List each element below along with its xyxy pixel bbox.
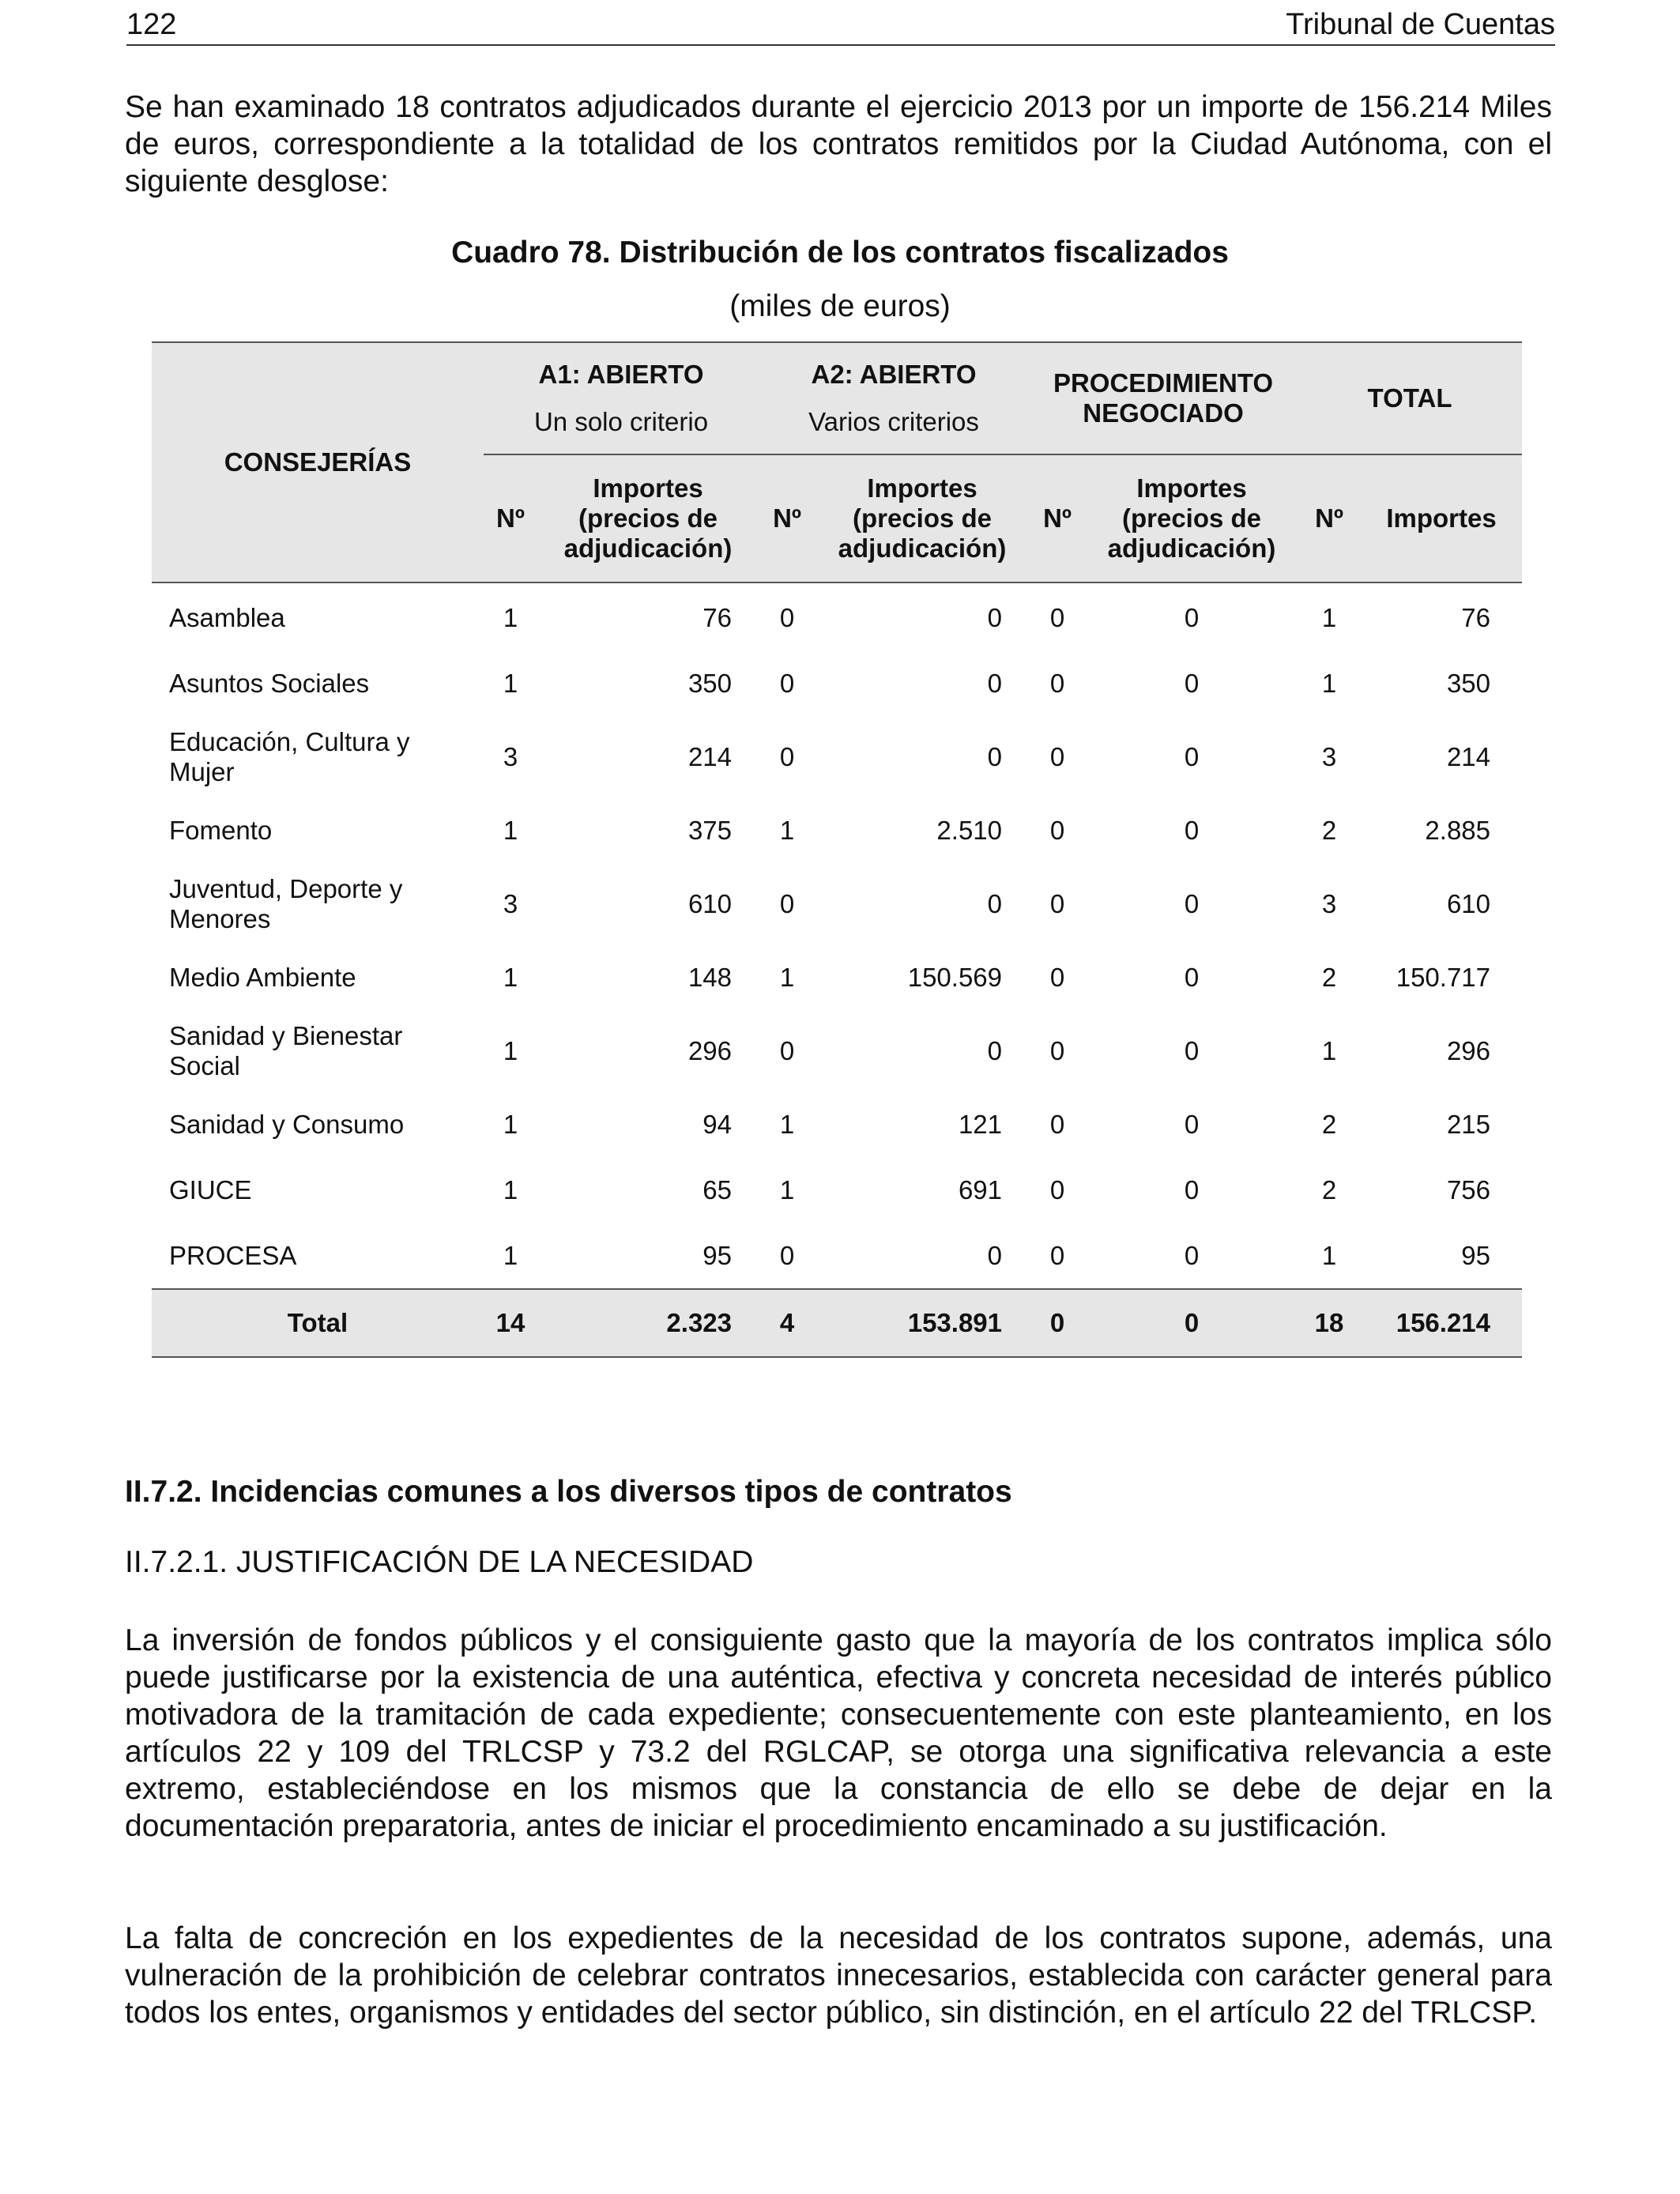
row-name-line1: Juventud, Deporte y [169, 873, 403, 903]
total-neg-num: 0 [1029, 1289, 1086, 1357]
header-negociado [1029, 342, 1298, 454]
cell-neg-num: 0 [1049, 962, 1065, 992]
cell-neg-num: 0 [1049, 815, 1065, 845]
cell-a1-num: 1 [503, 602, 518, 632]
row-name: Asamblea [169, 602, 285, 632]
cell-neg-importe: 0 [1184, 1035, 1200, 1065]
body-paragraph-1: La inversión de fondos públicos y el consiguiente gasto que la mayoría de los contratos implica sólo puede justificarse por la existencia de una auténtica, efectiva y concreta necesidad de interés público motivadora de la tramitación de cada expediente; consecuentemente con este planteamiento, en los artículos 22 y 109 del TRLCSP y 73.2 del RGLCAP, se otorga una significativa relevancia a este extremo, estableciéndose en los mismos que la constancia de ello se debe de dejar en la documentación preparatoria, antes de iniciar el procedimiento encaminado a su justificación. [125, 1623, 1552, 1843]
row-name-line2: Menores [169, 903, 271, 933]
cell-total-importe: 296 [1446, 1035, 1491, 1065]
cell-neg-num: 0 [1049, 1240, 1065, 1270]
cell-a1-importe: 350 [687, 668, 733, 698]
row-name-line1: Educación, Cultura y [169, 726, 410, 756]
header-neg-importes [1086, 454, 1298, 582]
cell-neg-importe: 0 [1184, 668, 1200, 698]
subsection-title: II.7.2.1. JUSTIFICACIÓN DE LA NECESIDAD [125, 1545, 754, 1579]
header-importes-line2: (precios de [852, 503, 993, 533]
total-a2-importe: 153.891 [816, 1289, 1029, 1357]
cell-a2-importe: 0 [987, 1035, 1003, 1065]
cell-neg-importe: 0 [1184, 741, 1200, 771]
cell-a1-num: 3 [503, 741, 518, 771]
cell-total-importe: 214 [1446, 741, 1491, 771]
header-a1-importes [537, 454, 759, 582]
cell-total-num: 2 [1321, 962, 1337, 992]
cell-a1-num: 1 [503, 962, 518, 992]
cell-total-importe: 76 [1461, 602, 1491, 632]
row-name [152, 716, 484, 797]
cell-a2-num: 0 [779, 602, 795, 632]
running-title: Tribunal de Cuentas [1286, 8, 1555, 41]
cell-a1-importe: 610 [687, 888, 733, 918]
page-header [126, 5, 1555, 46]
contracts-table [152, 341, 1522, 1358]
cell-total-importe: 150.717 [1396, 962, 1491, 992]
row-name [152, 863, 484, 944]
cell-a2-num: 0 [779, 888, 795, 918]
cell-a2-num: 1 [779, 962, 795, 992]
cell-total-importe: 756 [1446, 1174, 1491, 1204]
total-neg-importe: 0 [1086, 1289, 1298, 1357]
cell-total-num: 2 [1321, 1174, 1337, 1204]
row-name: Medio Ambiente [169, 962, 356, 992]
intro-paragraph: Se han examinado 18 contratos adjudicados durante el ejercicio 2013 por un importe de 156.214 Miles de euros, correspondiente a la totalidad de los contratos remitidos por la Ciudad Autónoma, con el siguiente desglose: [125, 90, 1552, 198]
cell-neg-importe: 0 [1184, 1240, 1200, 1270]
header-a2 [759, 342, 1029, 454]
cell-total-importe: 2.885 [1425, 815, 1491, 845]
header-a2-line2: Varios criterios [808, 407, 979, 436]
cell-neg-num: 0 [1049, 741, 1065, 771]
table-header-row [152, 342, 1522, 454]
table-total-row [152, 1289, 1522, 1357]
cell-total-importe: 215 [1446, 1109, 1491, 1139]
cell-total-num: 1 [1321, 602, 1337, 632]
table-row [152, 650, 1522, 716]
total-a1-num: 14 [484, 1289, 537, 1357]
header-total: TOTAL [1298, 342, 1522, 454]
cell-a1-num: 1 [503, 815, 518, 845]
header-importes-line3: adjudicación) [1107, 533, 1276, 563]
cell-a2-num: 0 [779, 741, 795, 771]
total-a2-num: 4 [759, 1289, 816, 1357]
header-negociado-line2: NEGOCIADO [1083, 398, 1244, 428]
row-name: Asuntos Sociales [169, 668, 370, 698]
cell-a2-importe: 2.510 [936, 815, 1003, 845]
cell-a2-num: 1 [779, 815, 795, 845]
cell-a1-num: 1 [503, 668, 518, 698]
cell-total-num: 1 [1321, 1240, 1337, 1270]
cell-a2-importe: 0 [987, 741, 1003, 771]
cell-neg-importe: 0 [1184, 888, 1200, 918]
cell-a1-importe: 94 [703, 1109, 733, 1139]
header-importes-line3: adjudicación) [838, 533, 1007, 563]
cell-total-importe: 610 [1446, 888, 1491, 918]
cell-a2-importe: 121 [958, 1109, 1003, 1139]
cell-a2-num: 0 [779, 668, 795, 698]
cell-neg-importe: 0 [1184, 1174, 1200, 1204]
header-a1-line1: A1: ABIERTO [538, 360, 704, 389]
cell-a1-num: 1 [503, 1174, 518, 1204]
total-label: Total [152, 1289, 484, 1357]
cell-neg-num: 0 [1049, 888, 1065, 918]
header-negociado-line1: PROCEDIMIENTO [1053, 368, 1274, 398]
cell-a1-importe: 375 [687, 815, 733, 845]
cell-a2-importe: 691 [958, 1174, 1003, 1204]
cell-neg-num: 0 [1049, 602, 1065, 632]
cell-a1-num: 1 [503, 1109, 518, 1139]
header-consejerias: CONSEJERÍAS [152, 342, 484, 582]
cell-neg-num: 0 [1049, 1035, 1065, 1065]
cell-neg-num: 0 [1049, 668, 1065, 698]
cell-a1-importe: 214 [687, 741, 733, 771]
row-name: PROCESA [169, 1240, 297, 1270]
cell-neg-importe: 0 [1184, 602, 1200, 632]
cell-total-importe: 350 [1446, 668, 1491, 698]
total-total-num: 18 [1298, 1289, 1361, 1357]
header-a2-importes [816, 454, 1029, 582]
cell-a2-num: 0 [779, 1035, 795, 1065]
row-name-line2: Social [169, 1050, 240, 1080]
cell-a2-num: 1 [779, 1109, 795, 1139]
table-unit: (miles de euros) [729, 289, 951, 323]
cell-total-num: 1 [1321, 1035, 1337, 1065]
table-row [152, 582, 1522, 650]
cell-total-num: 3 [1321, 888, 1337, 918]
header-total-num: Nº [1298, 454, 1361, 582]
cell-a2-importe: 0 [987, 668, 1003, 698]
row-name-line1: Sanidad y Bienestar [169, 1020, 403, 1050]
table-row [152, 1157, 1522, 1223]
header-a1-line2: Un solo criterio [533, 407, 709, 436]
cell-total-num: 2 [1321, 815, 1337, 845]
header-importes-line1: Importes [1136, 473, 1247, 503]
cell-neg-num: 0 [1049, 1109, 1065, 1139]
cell-total-num: 1 [1321, 668, 1337, 698]
cell-total-importe: 95 [1461, 1240, 1491, 1270]
cell-a1-num: 3 [503, 888, 518, 918]
table-row [152, 863, 1522, 944]
cell-a1-importe: 296 [687, 1035, 733, 1065]
cell-neg-importe: 0 [1184, 962, 1200, 992]
header-importes-line3: adjudicación) [563, 533, 733, 563]
page-number: 122 [126, 8, 177, 41]
cell-a2-importe: 0 [987, 602, 1003, 632]
row-name: Sanidad y Consumo [169, 1109, 405, 1139]
total-a1-importe: 2.323 [537, 1289, 759, 1357]
table-row [152, 1223, 1522, 1289]
cell-a1-importe: 148 [687, 962, 733, 992]
cell-a2-num: 1 [779, 1174, 795, 1204]
cell-a2-importe: 0 [987, 888, 1003, 918]
table-row [152, 797, 1522, 863]
cell-neg-num: 0 [1049, 1174, 1065, 1204]
cell-a1-num: 1 [503, 1035, 518, 1065]
table-row [152, 1091, 1522, 1157]
cell-a1-importe: 76 [703, 602, 733, 632]
table-row [152, 1010, 1522, 1091]
cell-neg-importe: 0 [1184, 815, 1200, 845]
table-row [152, 716, 1522, 797]
row-name-line2: Mujer [169, 756, 235, 786]
cell-neg-importe: 0 [1184, 1109, 1200, 1139]
table-title: Cuadro 78. Distribución de los contratos fiscalizados [451, 236, 1229, 270]
header-total-importes: Importes [1361, 454, 1522, 582]
row-name: GIUCE [169, 1174, 252, 1204]
total-total-importe: 156.214 [1361, 1289, 1522, 1357]
header-a1 [484, 342, 759, 454]
cell-a2-importe: 150.569 [907, 962, 1003, 992]
cell-total-num: 3 [1321, 741, 1337, 771]
cell-total-num: 2 [1321, 1109, 1337, 1139]
header-a2-num: Nº [759, 454, 816, 582]
cell-a1-importe: 65 [703, 1174, 733, 1204]
table-row [152, 944, 1522, 1010]
cell-a2-num: 0 [779, 1240, 795, 1270]
header-a2-line1: A2: ABIERTO [811, 360, 977, 389]
header-importes-line1: Importes [867, 473, 977, 503]
header-importes-line2: (precios de [1121, 503, 1262, 533]
cell-a2-importe: 0 [987, 1240, 1003, 1270]
header-importes-line1: Importes [593, 473, 703, 503]
row-name: Fomento [169, 815, 273, 845]
body-paragraph-2: La falta de concreción en los expedientes de la necesidad de los contratos supone, además, una vulneración de la prohibición de celebrar contratos innecesarios, establecida con carácter general para todos los entes, organismos y entidades del sector público, sin distinción, en el artículo 22 del TRLCSP. [125, 1921, 1552, 2030]
header-neg-num: Nº [1029, 454, 1086, 582]
cell-a1-num: 1 [503, 1240, 518, 1270]
header-importes-line2: (precios de [578, 503, 718, 533]
cell-a1-importe: 95 [703, 1240, 733, 1270]
row-name [152, 1010, 484, 1091]
header-a1-num: Nº [484, 454, 537, 582]
section-title: II.7.2. Incidencias comunes a los diversos tipos de contratos [125, 1475, 1012, 1509]
